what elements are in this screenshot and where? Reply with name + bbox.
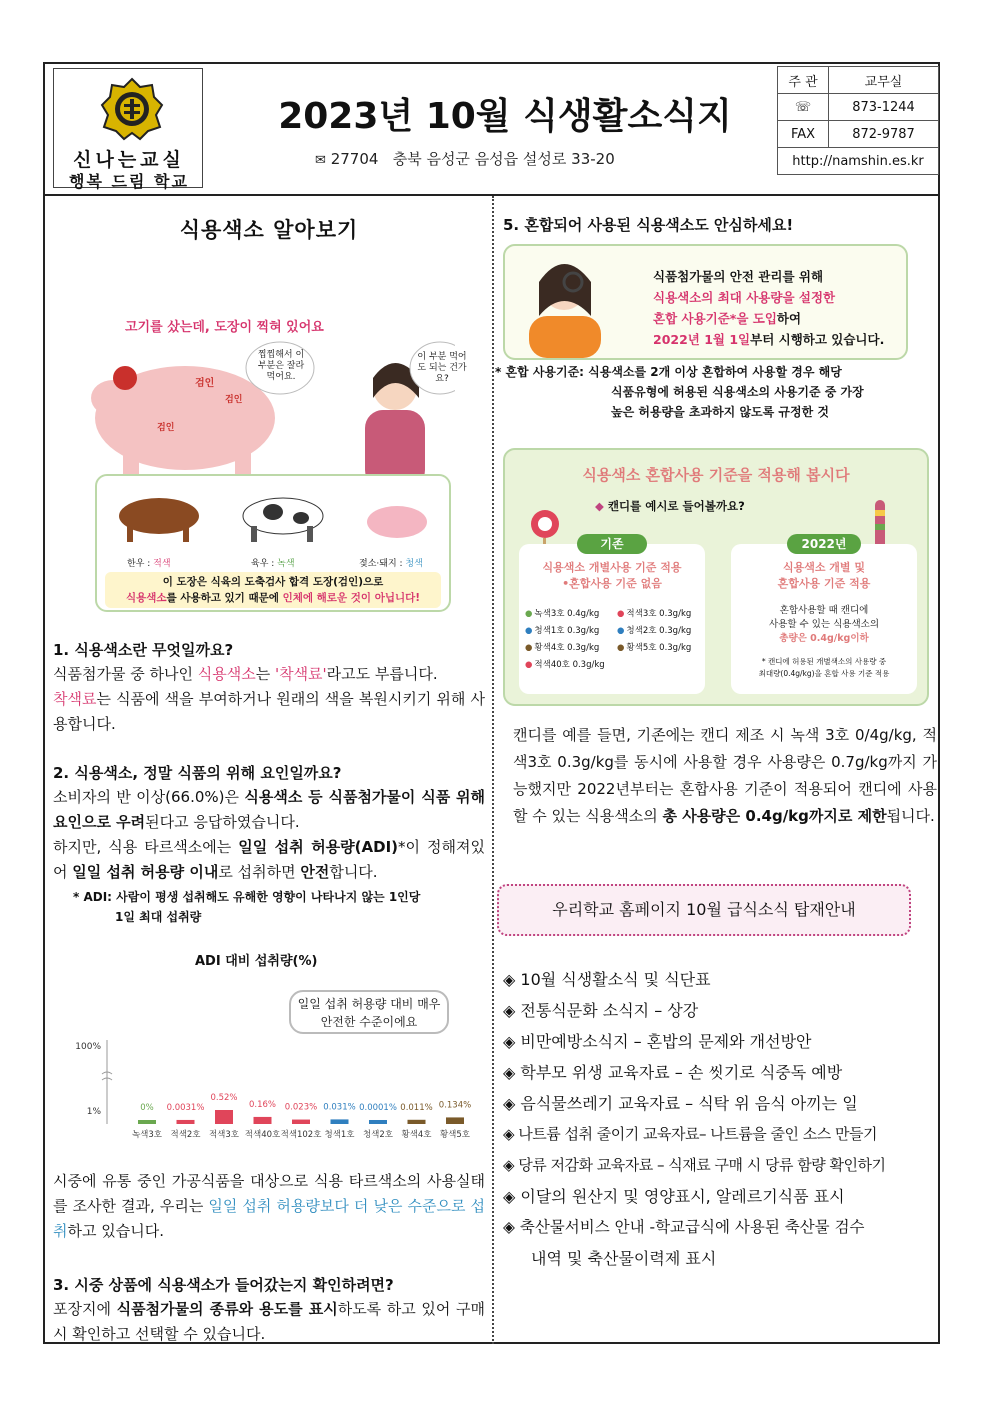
bar-value-label: 0.16% — [248, 1099, 277, 1110]
page-title: 2023년 10월 식생활소식지 — [278, 96, 732, 137]
contact-table — [777, 66, 939, 175]
q2-result-block — [53, 1169, 485, 1244]
bold-text: 식품첨가물의 종류와 용도를 표시 — [116, 1300, 338, 1318]
chart-svg — [65, 944, 475, 1154]
new-rule-head — [731, 560, 917, 592]
text: 포장지에 — [53, 1300, 117, 1318]
bar-value-label: 0.52% — [210, 1093, 238, 1103]
color-dot-icon: ● — [525, 643, 533, 653]
color-dot-icon: ● — [525, 660, 533, 670]
animal-label — [251, 556, 295, 569]
banner-line — [653, 329, 884, 350]
caption-highlight: 식용색소 — [125, 592, 167, 604]
item-text: 청색2호 0.3g/kg — [626, 626, 692, 636]
q3-paragraph — [53, 1297, 485, 1347]
bar-value-label: 0.031% — [323, 1102, 356, 1113]
x-tick-label: 녹색3호 — [131, 1130, 163, 1140]
list-item: ◈ 이달의 원산지 및 영양표시, 알레르기식품 표시 — [503, 1187, 845, 1206]
text: 시중에 유통 중인 가공식품을 대상으로 식용 타르색소의 사용실태를 조사한 결과, 우리는 — [53, 1172, 485, 1215]
item-text: 적색40호 0.3g/kg — [534, 660, 605, 670]
school-logo-box — [53, 68, 203, 191]
banner-line — [653, 308, 884, 329]
note-line: 최대량(0.4g/kg)을 혼합 사용 기준 적용 — [758, 669, 890, 678]
newsletter-frame — [43, 62, 940, 1344]
caption-highlight: 인체에 해로운 것이 아닙니다! — [282, 592, 421, 604]
list-item: ◈ 나트륨 섭취 줄이기 교육자료– 나트륨을 줄인 소스 만들기 — [503, 1125, 877, 1143]
animal-label — [127, 556, 171, 569]
caption-line: 이 도장은 식육의 도축검사 합격 도장(검인)으로 — [162, 576, 384, 588]
animal-name: 젖소·돼지 : — [359, 559, 406, 569]
chart-title: ADI 대비 섭취량(%) — [195, 954, 318, 969]
address-text: 27704 충북 음성군 음성읍 설성로 33-20 — [330, 150, 615, 168]
bar — [408, 1120, 426, 1124]
subtitle-text: 캔디를 예시로 들어볼까요? — [607, 499, 745, 513]
caption-text: 를 사용하고 있기 때문에 — [166, 592, 283, 604]
banner-line: 식품첨가물의 안전 관리를 위해 — [653, 269, 824, 284]
homepage-notice: 우리학교 홈페이지 10월 급식소식 탑재안내 — [497, 884, 911, 936]
bar-value-label: 0.0001% — [359, 1102, 397, 1113]
table-row — [778, 67, 939, 94]
table-row — [778, 121, 939, 148]
animal-name: 육우 : — [251, 559, 278, 569]
contact-key: 주 관 — [778, 67, 829, 94]
woman-magnifier-illustration — [509, 246, 619, 358]
tab-2022: 2022년 — [787, 534, 861, 554]
animal-illustrations — [97, 484, 449, 544]
color-dot-icon: ● — [617, 609, 625, 619]
q5-title: 5. 혼합되어 사용된 식용색소도 안심하세요! — [503, 216, 794, 234]
old-rule-item — [525, 657, 617, 674]
old-rule-head — [519, 560, 705, 592]
bar — [138, 1120, 156, 1124]
text: *이 정해져있어 — [53, 838, 486, 881]
x-tick-label: 적색102호 — [280, 1130, 322, 1140]
q3-block — [53, 1274, 485, 1347]
contact-value: 873-1244 — [829, 94, 939, 121]
adi-chart — [65, 944, 475, 1154]
head-line: •혼합사용 기준 없음 — [562, 577, 662, 590]
section-heading-wrap — [53, 214, 485, 244]
bar — [215, 1110, 233, 1124]
highlight: 일일 섭취 허용량보다 더 낮은 수준으로 섭취 — [53, 1197, 485, 1240]
head-line: 식용색소 개별 및 — [782, 561, 866, 574]
q1-title: 1. 식용색소란 무엇일까요? — [53, 641, 234, 659]
text: 는 — [255, 665, 275, 683]
highlight: 혼합 사용기준*을 도입 — [653, 311, 777, 326]
list-item: ◈ 당류 저감화 교육자료 – 식재료 구매 시 당류 함량 확인하기 — [503, 1156, 886, 1174]
old-rule-item — [525, 623, 617, 640]
text: 된다고 응답하였습니다. — [145, 813, 300, 831]
x-tick-label: 적색2호 — [170, 1130, 201, 1140]
q2-paragraph — [53, 785, 485, 835]
old-rule-item — [525, 640, 617, 657]
post-icon: ✉ — [315, 153, 326, 168]
stamp-caption — [105, 572, 441, 608]
bar — [331, 1119, 349, 1124]
animal-panel — [95, 474, 451, 612]
stamp-color: 녹색 — [277, 559, 295, 569]
q2-paragraph — [53, 835, 485, 885]
highlight: 2022년 1월 1일 — [653, 332, 751, 347]
phone-icon: ☏ — [778, 94, 829, 121]
notice-list — [503, 964, 943, 1274]
text: 하여 — [776, 311, 802, 326]
mix-standard-banner — [503, 244, 908, 360]
stamp-label: 검인 — [225, 395, 243, 405]
y-tick-label: 1% — [86, 1107, 101, 1117]
table-row — [778, 148, 939, 175]
candy-paragraph — [513, 722, 937, 830]
old-rule-items — [525, 606, 705, 674]
contact-value: 교무실 — [829, 67, 939, 94]
banner-line: 식용색소의 최대 사용량을 설정한 — [653, 290, 836, 305]
candy-icon: ◆ — [595, 499, 604, 513]
q5-heading-wrap — [503, 214, 935, 235]
list-item: ◈ 비만예방소식지 – 혼밥의 문제와 개선방안 — [503, 1032, 812, 1051]
footnote-line: 1일 최대 섭취량 — [115, 910, 202, 924]
body-line: 혼합사용할 때 캔디에 — [779, 605, 869, 616]
color-dot-icon: ● — [525, 626, 533, 636]
x-tick-label: 청색2호 — [362, 1130, 394, 1140]
q1-block — [53, 639, 485, 737]
table-row — [778, 94, 939, 121]
contact-value: 872-9787 — [829, 121, 939, 148]
item-text: 청색1호 0.3g/kg — [534, 626, 600, 636]
candy-example-figure — [503, 448, 929, 706]
bold-text: 식용색소 등 식품첨가물이 식품 위해 요인으로 우려 — [53, 788, 485, 831]
banner-text — [653, 266, 884, 350]
bar — [292, 1120, 310, 1124]
school-emblem-icon — [100, 77, 164, 141]
old-rule-item — [617, 623, 699, 640]
x-tick-label: 적색3호 — [208, 1130, 240, 1140]
text: 로 섭취하면 — [218, 863, 301, 881]
text: 합니다. — [329, 863, 378, 881]
old-rule-item — [617, 640, 699, 657]
x-tick-label: 황색5호 — [439, 1130, 471, 1140]
animal-label — [359, 556, 423, 569]
speech-bubble: 찝찝해서 이 부분은 잘라 먹어요. — [257, 350, 305, 382]
x-tick-label: 황색4호 — [401, 1130, 432, 1140]
text: 식품첨가물 중 하나인 — [53, 665, 198, 683]
text: 하도록 하고 있어 구매 시 확인하고 선택할 수 있습니다. — [53, 1300, 485, 1343]
text: 부터 시행하고 있습니다. — [750, 332, 885, 347]
x-tick-label: 적색40호 — [244, 1130, 281, 1140]
x-tick-label: 청색1호 — [324, 1130, 355, 1140]
item-text: 황색4호 0.3g/kg — [534, 643, 600, 653]
figure2-title: 식용색소 혼합사용 기준을 적용해 봅시다 — [582, 466, 850, 484]
bold-text: 일일 섭취 허용량 이내 — [72, 863, 219, 881]
bold-text: 안전 — [300, 863, 330, 881]
highlight: 식용색소 — [197, 665, 256, 683]
candy-paragraph-wrap — [513, 722, 937, 830]
chart-annotation: 일일 섭취 허용량 대비 매우 안전한 수준이에요 — [289, 990, 449, 1034]
list-item: ◈ 음식물쓰레기 교육자료 – 식탁 위 음식 아끼는 일 — [503, 1094, 858, 1113]
color-dot-icon: ● — [525, 609, 533, 619]
meat-stamp-figure — [85, 304, 467, 616]
item-text: 적색3호 0.3g/kg — [626, 609, 692, 619]
stamp-color: 청색 — [405, 559, 423, 569]
stamp-label: 검인 — [195, 378, 215, 389]
item-text: 녹색3호 0.4g/kg — [534, 609, 600, 619]
list-item: ◈ 학부모 위생 교육자료 – 손 씻기로 식중독 예방 — [503, 1063, 843, 1082]
q2-title: 2. 식용색소, 정말 식품의 위해 요인일까요? — [53, 764, 342, 782]
bar — [369, 1120, 387, 1124]
school-name-line2: 행복 드림 학교 — [69, 172, 189, 191]
list-item: ◈ 축산물서비스 안내 -학교급식에 사용된 축산물 검수 — [503, 1218, 865, 1236]
bar-value-label: 0% — [140, 1103, 154, 1113]
bar — [177, 1120, 195, 1124]
bar-value-label: 0.023% — [284, 1102, 318, 1113]
text: 캔디를 예를 들면, 기존에는 캔디 제조 시 녹색 3호 0/4g/kg, 적색3호 0.3g/kg를 동시에 사용할 경우 사용량은 0.7g/kg까지 가능했지만 2022년부터는 혼합사용 기준이 적용되어 캔디에 사용할 수 있는 식용색소의 — [513, 726, 937, 825]
note-line: * 캔디에 허용된 개별색소의 사용량 중 — [761, 657, 887, 666]
header — [45, 64, 938, 196]
stamp-label: 검인 — [157, 423, 175, 433]
q1-paragraph — [53, 662, 485, 687]
text: 라고도 부릅니다. — [326, 665, 438, 683]
bar-value-label: 0.134% — [438, 1100, 472, 1111]
bold-text: 일일 섭취 허용량(ADI) — [238, 838, 399, 856]
figure-headline: 고기를 샀는데, 도장이 찍혀 있어요 — [125, 320, 324, 335]
school-name-line1: 신나는교실 — [73, 149, 185, 171]
color-dot-icon: ● — [617, 643, 625, 653]
footnote-line: * 혼합 사용기준: 식용색소를 2개 이상 혼합하여 사용할 경우 해당 — [495, 365, 842, 379]
bar-value-label: 0.0031% — [166, 1102, 205, 1113]
address — [315, 148, 615, 169]
bar-value-label: 0.011% — [400, 1102, 433, 1113]
head-line: 혼합사용 기준 적용 — [777, 577, 871, 590]
color-dot-icon: ● — [617, 626, 625, 636]
mix-footnote — [495, 362, 935, 422]
section-title: 식용색소 알아보기 — [179, 218, 359, 242]
footnote-line: 식품유형에 허용된 식용색소의 사용기준 중 가장 — [611, 385, 864, 399]
old-rule-item — [617, 606, 699, 623]
body-line: 총량은 0.4g/kg이하 — [779, 633, 869, 644]
text: 하고 있습니다. — [67, 1222, 164, 1240]
q2-result-paragraph — [53, 1169, 485, 1244]
column-divider — [492, 196, 494, 1344]
item-text: 황색5호 0.3g/kg — [626, 643, 692, 653]
highlight: 착색료 — [53, 690, 97, 708]
q3-title: 3. 시중 상품에 식용색소가 들어갔는지 확인하려면? — [53, 1276, 394, 1294]
list-item: ◈ 전통식문화 소식지 – 상강 — [503, 1001, 699, 1020]
new-rule-note — [731, 656, 917, 680]
bar — [446, 1117, 464, 1124]
head-line: 식용색소 개별사용 기준 적용 — [542, 561, 682, 574]
text: 하지만, 식용 타르색소에는 — [53, 838, 239, 856]
stamp-color: 적색 — [153, 559, 171, 569]
new-rule-body — [731, 604, 917, 646]
new-rule-card — [731, 537, 917, 694]
footnote-line: 높은 허용량을 초과하지 않도록 규정한 것 — [611, 405, 829, 419]
bold-text: 총 사용량은 0.4g/kg까지로 제한 — [662, 807, 887, 825]
speech-bubble: 이 부분 먹어도 되는 건가요? — [417, 352, 467, 384]
homepage-link[interactable]: http://namshin.es.kr — [778, 148, 939, 175]
old-rule-card — [519, 537, 705, 694]
q1-paragraph — [53, 687, 485, 737]
list-item: 내역 및 축산물이력제 표시 — [531, 1249, 717, 1268]
text: 는 식품에 색을 부여하거나 원래의 색을 복원시키기 위해 사용합니다. — [53, 690, 485, 733]
list-item: ◈ 10월 식생활소식 및 식단표 — [503, 970, 711, 989]
contact-key: FAX — [778, 121, 829, 148]
highlight: '착색료' — [274, 665, 327, 683]
animal-name: 한우 : — [127, 559, 154, 569]
adi-footnote — [73, 887, 485, 927]
footnote-line: * ADI: 사람이 평생 섭취해도 유해한 영향이 나타나지 않는 1인당 — [73, 890, 421, 904]
body-line: 사용할 수 있는 식용색소의 — [768, 619, 879, 630]
q2-block — [53, 762, 485, 927]
bar — [254, 1117, 272, 1124]
y-tick-label: 100% — [75, 1042, 101, 1052]
tab-old: 기존 — [577, 534, 647, 554]
caption-line — [105, 590, 441, 606]
text: 됩니다. — [886, 807, 935, 825]
text: 소비자의 반 이상(66.0%)은 — [53, 788, 245, 806]
old-rule-item — [525, 606, 617, 623]
